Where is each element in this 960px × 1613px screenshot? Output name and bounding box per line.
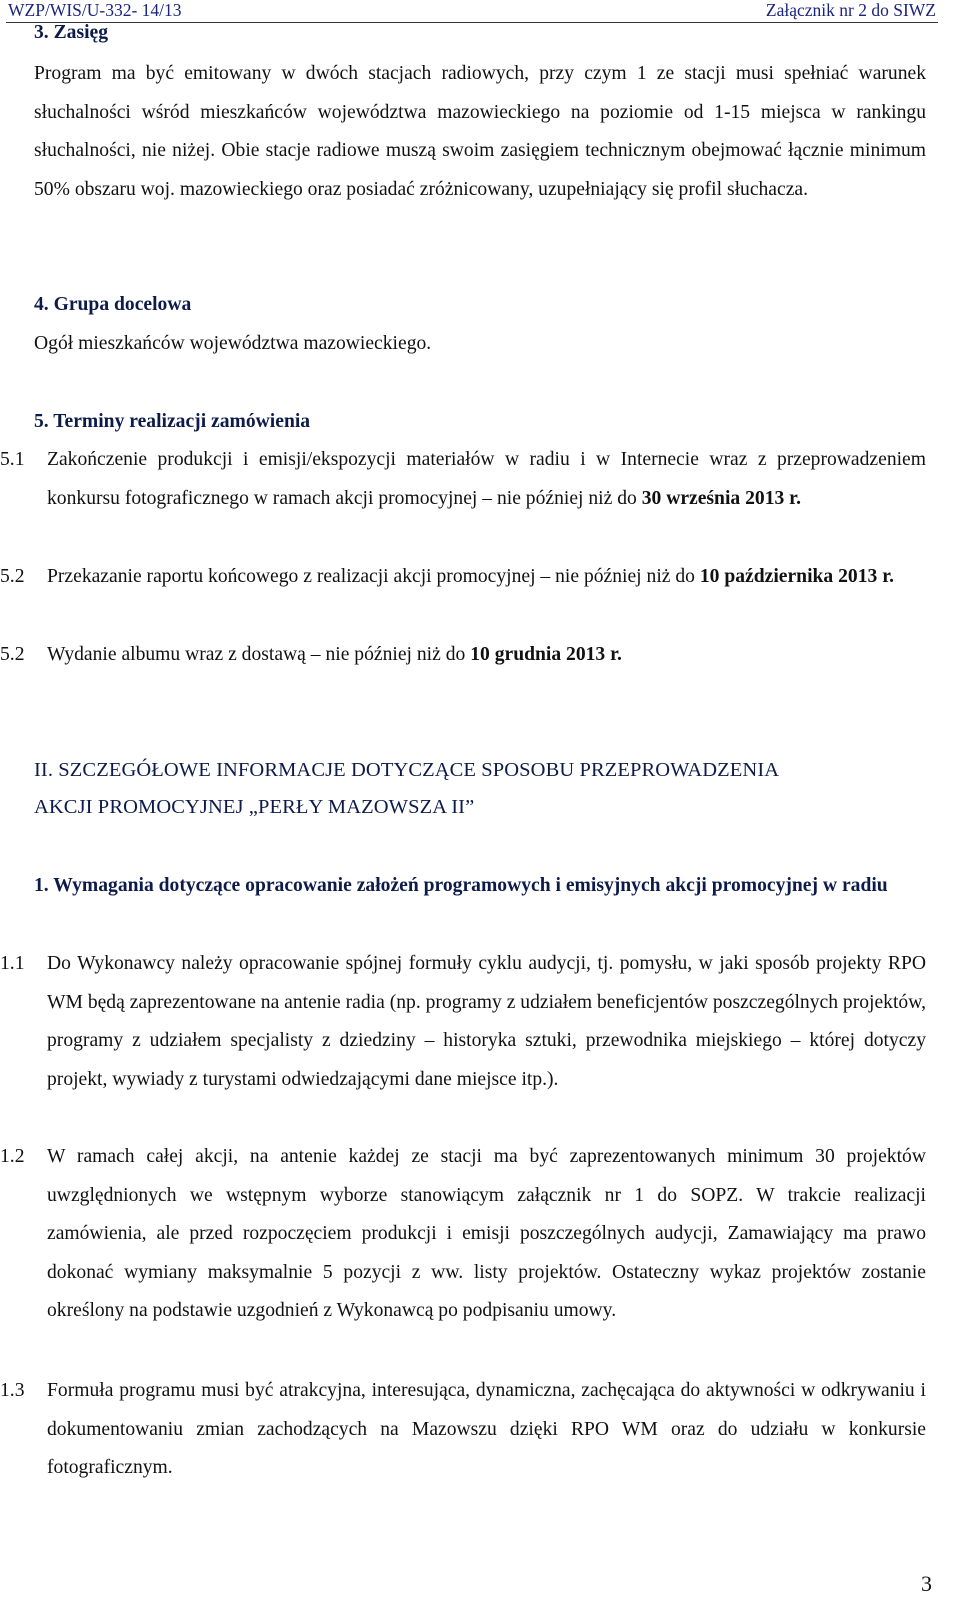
item-5-1 — [0, 441, 926, 518]
item-5-1-number: 5.1 — [0, 449, 25, 470]
page-number: 3 — [921, 1571, 932, 1596]
item-5-3-date: 10 grudnia 2013 r. — [470, 644, 622, 665]
section-4-paragraph: Ogół mieszkańców województwa mazowieckiego. — [34, 333, 432, 354]
item-1-3 — [0, 1372, 926, 1488]
item-1-2-number: 1.2 — [0, 1146, 25, 1167]
item-1-3-number: 1.3 — [0, 1380, 25, 1401]
item-5-3-number: 5.2 — [0, 644, 25, 665]
item-5-3 — [0, 636, 926, 675]
item-5-2 — [0, 558, 926, 597]
section-5-title-block — [34, 403, 926, 442]
item-1-2-text: W ramach całej akcji, na antenie każdej ze stacji ma być zaprezentowanych minimum 30 projektów uwzględnionych we wstępnym wyborze stanowiącym załącznik nr 1 do SOPZ. W trakcie realizacji zamówienia, ale przed rozpoczęciem produkcji i emisji poszczególnych audycji, Zamawiający ma prawo dokonać wymiany maksymalnie 5 pozycji z ww. listy projektów. Ostateczny wykaz projektów zostanie określony na podstawie uzgodnień z Wykonawcą po podpisaniu umowy. — [47, 1146, 926, 1321]
item-1-2 — [0, 1138, 926, 1331]
item-5-1-date: 30 września 2013 r. — [641, 487, 801, 509]
item-5-1-text — [47, 441, 926, 518]
item-5-2-date: 10 października 2013 r. — [699, 566, 894, 587]
section-5-title: 5. Terminy realizacji zamówienia — [34, 411, 311, 432]
section-4-title-block — [34, 286, 926, 325]
section-ii-heading — [34, 752, 926, 826]
item-1-1-text: Do Wykonawcy należy opracowanie spójnej formuły cyklu audycji, tj. pomysłu, w jaki sposób projekty RPO WM będą zaprezentowane na antenie radia (np. programy z udziałem beneficjentów poszczególnych projektów, programy z udziałem specjalisty z dziedziny – historyka sztuki, przewodnika miejskiego – której dotyczy projekt, wywiady z turystami odwiedzającymi dane miejsce itp.). — [47, 953, 926, 1090]
item-1-1-number: 1.1 — [0, 953, 25, 974]
document-reference: WZP/WIS/U-332- 14/13 — [8, 0, 182, 20]
item-5-2-number: 5.2 — [0, 566, 25, 587]
section-4-title: 4. Grupa docelowa — [34, 294, 192, 315]
item-1-3-text: Formuła programu musi być atrakcyjna, interesująca, dynamiczna, zachęcająca do aktywności w odkrywaniu i dokumentowaniu zmian zachodzących na Mazowszu dzięki RPO WM oraz do udziału w konkursie fotograficznym. — [47, 1380, 926, 1478]
section-ii-line-2: AKCJI PROMOCYJNEJ „PERŁY MAZOWSZA II” — [34, 796, 475, 818]
section-1-title: 1. Wymagania dotyczące opracowanie założeń programowych i emisyjnych akcji promocyjnej w radiu — [34, 875, 888, 896]
item-5-2-body: Przekazanie raportu końcowego z realizacji akcji promocyjnej – nie później niż do — [47, 566, 695, 587]
section-1-title-block — [34, 867, 926, 906]
section-ii-line-1: II. SZCZEGÓŁOWE INFORMACJE DOTYCZĄCE SPOSOBU PRZEPROWADZENIA — [34, 759, 780, 781]
section-3-title-block — [34, 14, 926, 53]
section-3-body-block — [34, 55, 926, 209]
section-3-paragraph: Program ma być emitowany w dwóch stacjach radiowych, przy czym 1 ze stacji musi spełniać warunek słuchalności wśród mieszkańców województwa mazowieckiego na poziomie od 1-15 miejsca w rankingu słuchalności, nie niżej. Obie stacje radiowe muszą swoim zasięgiem technicznym obejmować łącznie minimum 50% obszaru woj. mazowieckiego oraz posiadać zróżnicowany, uzupełniający się profil słuchacza. — [34, 63, 926, 200]
item-5-3-body: Wydanie albumu wraz z dostawą – nie później niż do — [47, 644, 466, 665]
item-5-1-body: Zakończenie produkcji i emisji/ekspozycji materiałów w radiu i w Internecie wraz z przeprowadzeniem konkursu fotograficznego w ramach akcji promocyjnej – nie później niż do — [47, 449, 926, 509]
attachment-label: Załącznik nr 2 do SIWZ — [765, 0, 936, 20]
section-4-body-block — [34, 325, 926, 364]
section-3-title: 3. Zasięg — [34, 22, 109, 43]
item-5-2-text — [47, 558, 926, 597]
item-5-3-text — [47, 636, 926, 675]
item-1-1 — [0, 945, 926, 1099]
